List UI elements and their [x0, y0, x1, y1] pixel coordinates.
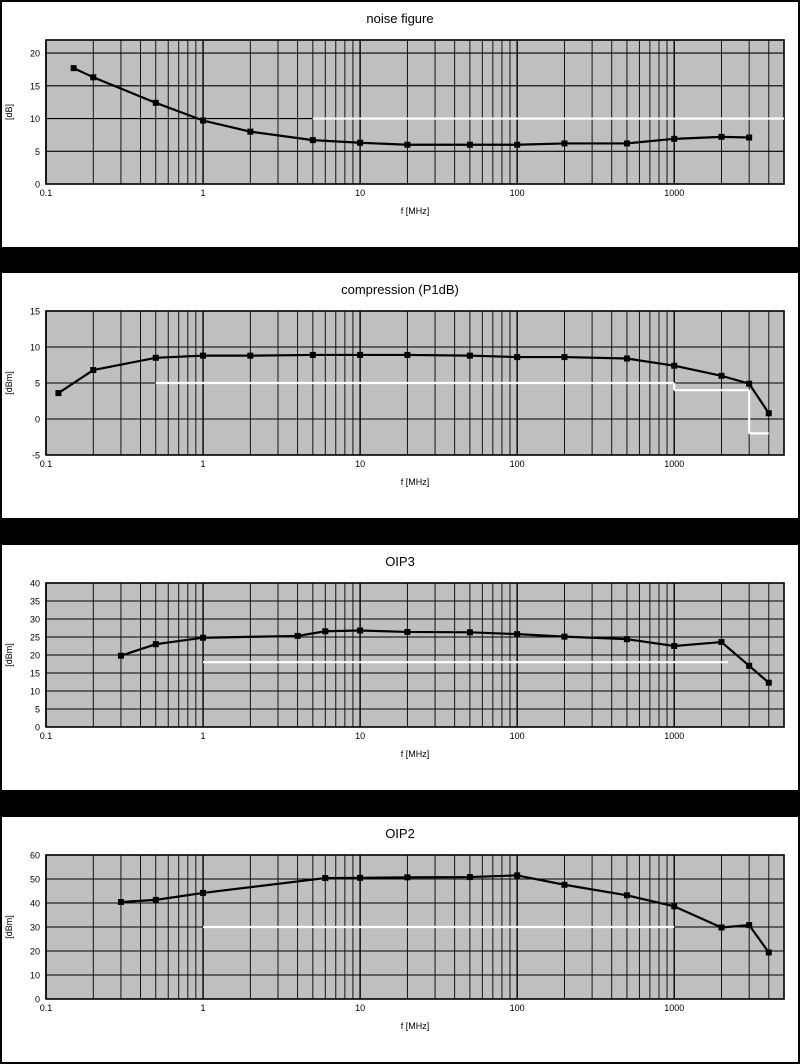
- x-tick-label: 1: [200, 188, 206, 198]
- data-marker: [766, 410, 772, 416]
- data-marker: [200, 353, 206, 359]
- chart-title: OIP2: [385, 826, 415, 841]
- data-marker: [467, 142, 473, 148]
- data-marker: [746, 922, 752, 928]
- y-axis-label: [dBm]: [4, 915, 14, 939]
- data-marker: [404, 142, 410, 148]
- y-tick-label: 35: [29, 596, 40, 607]
- y-axis-label: [dBm]: [4, 643, 14, 667]
- y-tick-label: 20: [29, 48, 40, 59]
- x-axis-label: f [MHz]: [400, 1021, 430, 1031]
- chart-card-oip3: [2, 545, 798, 790]
- plot-area-oip2: [2, 843, 798, 1053]
- plot-svg: [2, 571, 798, 767]
- x-tick-label: 0.1: [39, 1003, 53, 1013]
- data-marker: [310, 352, 316, 358]
- x-tick-label: 100: [509, 188, 525, 198]
- data-marker: [247, 353, 253, 359]
- chart-title: compression (P1dB): [341, 282, 459, 297]
- y-tick-label: 30: [29, 922, 40, 933]
- data-marker: [90, 74, 96, 80]
- plot-area-compression: [2, 299, 798, 509]
- y-tick-label: 5: [34, 146, 40, 157]
- y-tick-label: 0: [34, 994, 40, 1005]
- data-marker: [671, 136, 677, 142]
- data-marker: [746, 135, 752, 141]
- plot-area-noise-figure: [2, 28, 798, 238]
- y-tick-label: 10: [29, 970, 40, 981]
- x-tick-label: 100: [509, 1003, 525, 1013]
- data-marker: [561, 634, 567, 640]
- data-marker: [322, 628, 328, 634]
- data-marker: [514, 631, 520, 637]
- y-tick-label: 0: [34, 179, 40, 190]
- data-marker: [719, 924, 725, 930]
- x-tick-label: 0.1: [39, 731, 53, 741]
- y-tick-label: 25: [29, 632, 40, 643]
- y-tick-label: 40: [29, 898, 40, 909]
- data-marker: [624, 140, 630, 146]
- plot-background: [46, 40, 784, 184]
- data-marker: [624, 892, 630, 898]
- data-marker: [404, 629, 410, 635]
- y-tick-label: 50: [29, 874, 40, 885]
- data-marker: [55, 390, 61, 396]
- data-marker: [561, 882, 567, 888]
- data-marker: [719, 639, 725, 645]
- data-marker: [118, 653, 124, 659]
- data-marker: [514, 354, 520, 360]
- plot-svg: [2, 843, 798, 1039]
- x-tick-label: 1: [200, 731, 206, 741]
- y-tick-label: 10: [29, 342, 40, 353]
- x-tick-label: 0.1: [39, 459, 53, 469]
- y-tick-label: 20: [29, 946, 40, 957]
- data-marker: [153, 355, 159, 361]
- data-marker: [357, 628, 363, 634]
- chart-card-oip2: [2, 817, 798, 1062]
- data-marker: [200, 890, 206, 896]
- data-marker: [514, 872, 520, 878]
- y-tick-label: 10: [29, 686, 40, 697]
- plot-svg: [2, 28, 798, 224]
- data-marker: [561, 354, 567, 360]
- x-tick-label: 100: [509, 459, 525, 469]
- data-marker: [310, 137, 316, 143]
- data-marker: [746, 663, 752, 669]
- data-marker: [118, 899, 124, 905]
- data-marker: [719, 134, 725, 140]
- data-marker: [671, 363, 677, 369]
- data-marker: [561, 140, 567, 146]
- y-tick-label: 5: [34, 704, 40, 715]
- chart-card-compression: [2, 273, 798, 518]
- data-marker: [467, 874, 473, 880]
- y-tick-label: 20: [29, 650, 40, 661]
- data-marker: [200, 635, 206, 641]
- data-marker: [71, 65, 77, 71]
- y-tick-label: 10: [29, 114, 40, 125]
- y-axis-label: [dBm]: [4, 371, 14, 395]
- y-tick-label: 15: [29, 668, 40, 679]
- data-marker: [404, 352, 410, 358]
- x-axis-label: f [MHz]: [400, 749, 430, 759]
- x-tick-label: 10: [355, 188, 366, 198]
- data-marker: [200, 118, 206, 124]
- y-tick-label: 60: [29, 850, 40, 861]
- data-marker: [719, 373, 725, 379]
- data-marker: [247, 129, 253, 135]
- x-tick-label: 1000: [664, 1003, 685, 1013]
- y-tick-label: 30: [29, 614, 40, 625]
- y-tick-label: 5: [34, 378, 40, 389]
- x-tick-label: 10: [355, 1003, 366, 1013]
- x-axis-label: f [MHz]: [400, 477, 430, 487]
- data-marker: [357, 875, 363, 881]
- y-tick-label: 15: [29, 306, 40, 317]
- data-marker: [514, 142, 520, 148]
- y-tick-label: 0: [34, 722, 40, 733]
- y-tick-label: 40: [29, 578, 40, 589]
- x-tick-label: 1000: [664, 459, 685, 469]
- x-tick-label: 1000: [664, 188, 685, 198]
- data-marker: [153, 897, 159, 903]
- x-tick-label: 100: [509, 731, 525, 741]
- x-tick-label: 1000: [664, 731, 685, 741]
- y-tick-label: -5: [31, 450, 40, 461]
- x-tick-label: 0.1: [39, 188, 53, 198]
- data-marker: [746, 381, 752, 387]
- data-marker: [766, 949, 772, 955]
- x-tick-label: 10: [355, 459, 366, 469]
- x-tick-label: 1: [200, 1003, 206, 1013]
- data-marker: [357, 140, 363, 146]
- data-marker: [671, 643, 677, 649]
- data-marker: [322, 875, 328, 881]
- data-marker: [624, 356, 630, 362]
- data-marker: [357, 352, 363, 358]
- data-marker: [467, 629, 473, 635]
- data-marker: [90, 367, 96, 373]
- chart-title: noise figure: [366, 11, 434, 26]
- plot-area-oip3: [2, 571, 798, 781]
- data-marker: [153, 100, 159, 106]
- data-marker: [404, 874, 410, 880]
- data-marker: [624, 636, 630, 642]
- chart-card-noise-figure: [2, 2, 798, 247]
- y-tick-label: 15: [29, 81, 40, 92]
- plot-svg: [2, 299, 798, 495]
- data-marker: [766, 680, 772, 686]
- y-axis-label: [dB]: [4, 103, 14, 121]
- x-tick-label: 1: [200, 459, 206, 469]
- data-marker: [153, 641, 159, 647]
- y-tick-label: 0: [34, 414, 40, 425]
- data-marker: [467, 353, 473, 359]
- x-tick-label: 10: [355, 731, 366, 741]
- data-marker: [671, 903, 677, 909]
- chart-title: OIP3: [385, 554, 415, 569]
- data-marker: [295, 633, 301, 639]
- x-axis-label: f [MHz]: [400, 206, 430, 216]
